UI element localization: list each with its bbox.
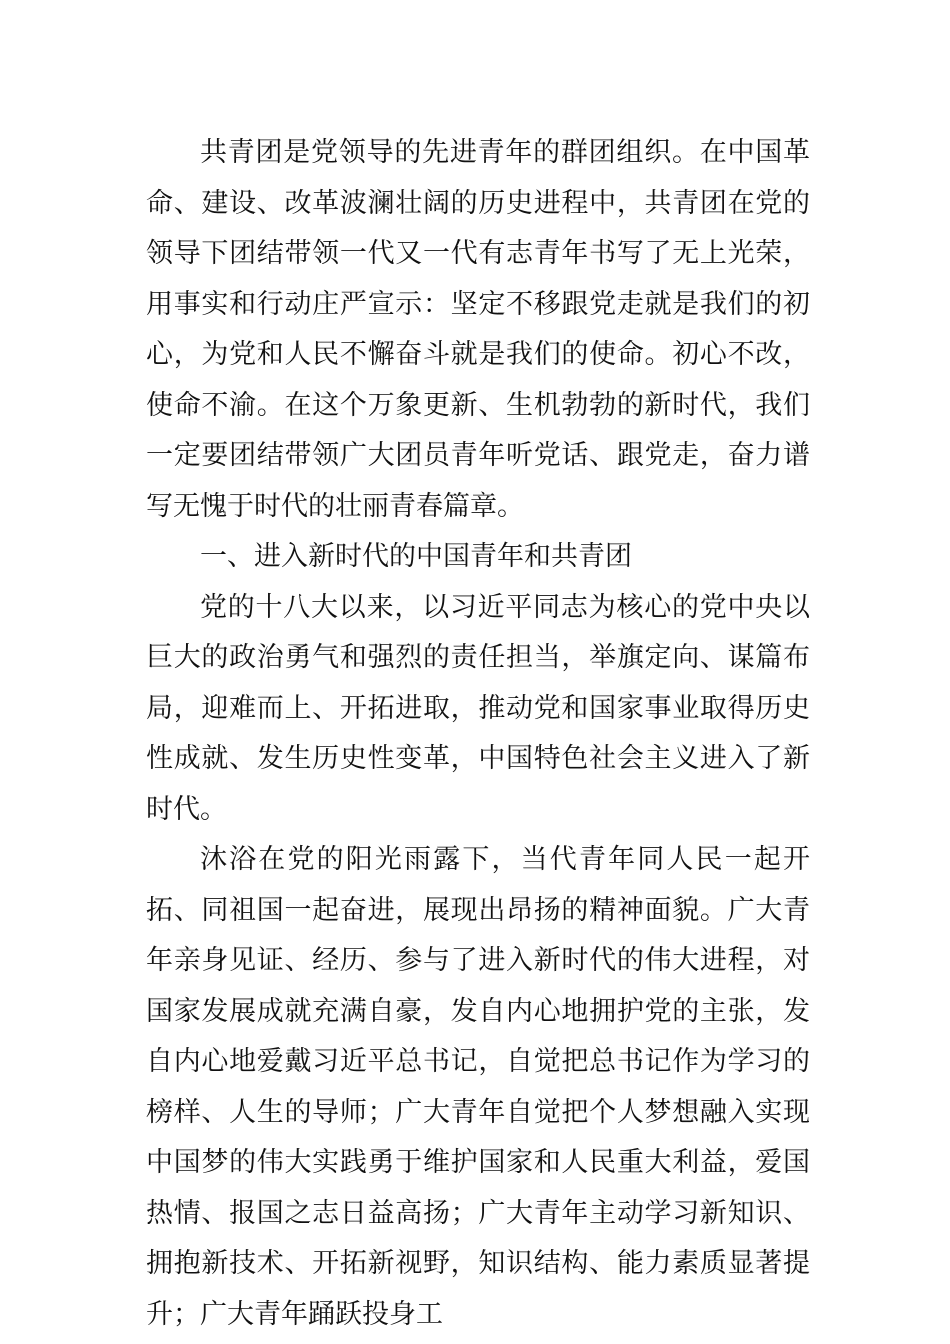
body-paragraph: 沐浴在党的阳光雨露下，当代青年同人民一起开拓、同祖国一起奋进，展现出昂扬的精神面貌。广大青年亲身见证、经历、参与了进入新时代的伟大进程，对国家发展成就充满自豪，发自内心地拥护党的主张，发自内心地爱戴习近平总书记，自觉把总书记作为学习的榜样、人生的导师；广大青年自觉把个人梦想融入实现中国梦的伟大实践勇于维护国家和人民重大利益，爱国热情、报国之志日益高扬；广大青年主动学习新知识、拥抱新技术、开拓新视野，知识结构、能力素质显著提升；广大青年踊跃投身工 bbox=[146, 844, 810, 1330]
body-paragraph: 党的十八大以来，以习近平同志为核心的党中央以巨大的政治勇气和强烈的责任担当，举旗定向、谋篇布局，迎难而上、开拓进取，推动党和国家事业取得历史性成就、发生历史性变革，中国特色社会主义进入了新时代。 bbox=[146, 591, 810, 825]
intro-paragraph: 共青团是党领导的先进青年的群团组织。在中国革命、建设、改革波澜壮阔的历史进程中，共青团在党的领导下团结带领一代又一代有志青年书写了无上光荣，用事实和行动庄严宣示：坚定不移跟党走就是我们的初心，为党和人民不懈奋斗就是我们的使命。初心不改，使命不渝。在这个万象更新、生机勃勃的新时代，我们一定要团结带领广大团员青年听党话、跟党走，奋力谱写无愧于时代的壮丽青春篇章。 bbox=[146, 137, 810, 522]
section-heading: 一、进入新时代的中国青年和共青团 bbox=[200, 541, 632, 572]
document-body bbox=[146, 128, 810, 1340]
